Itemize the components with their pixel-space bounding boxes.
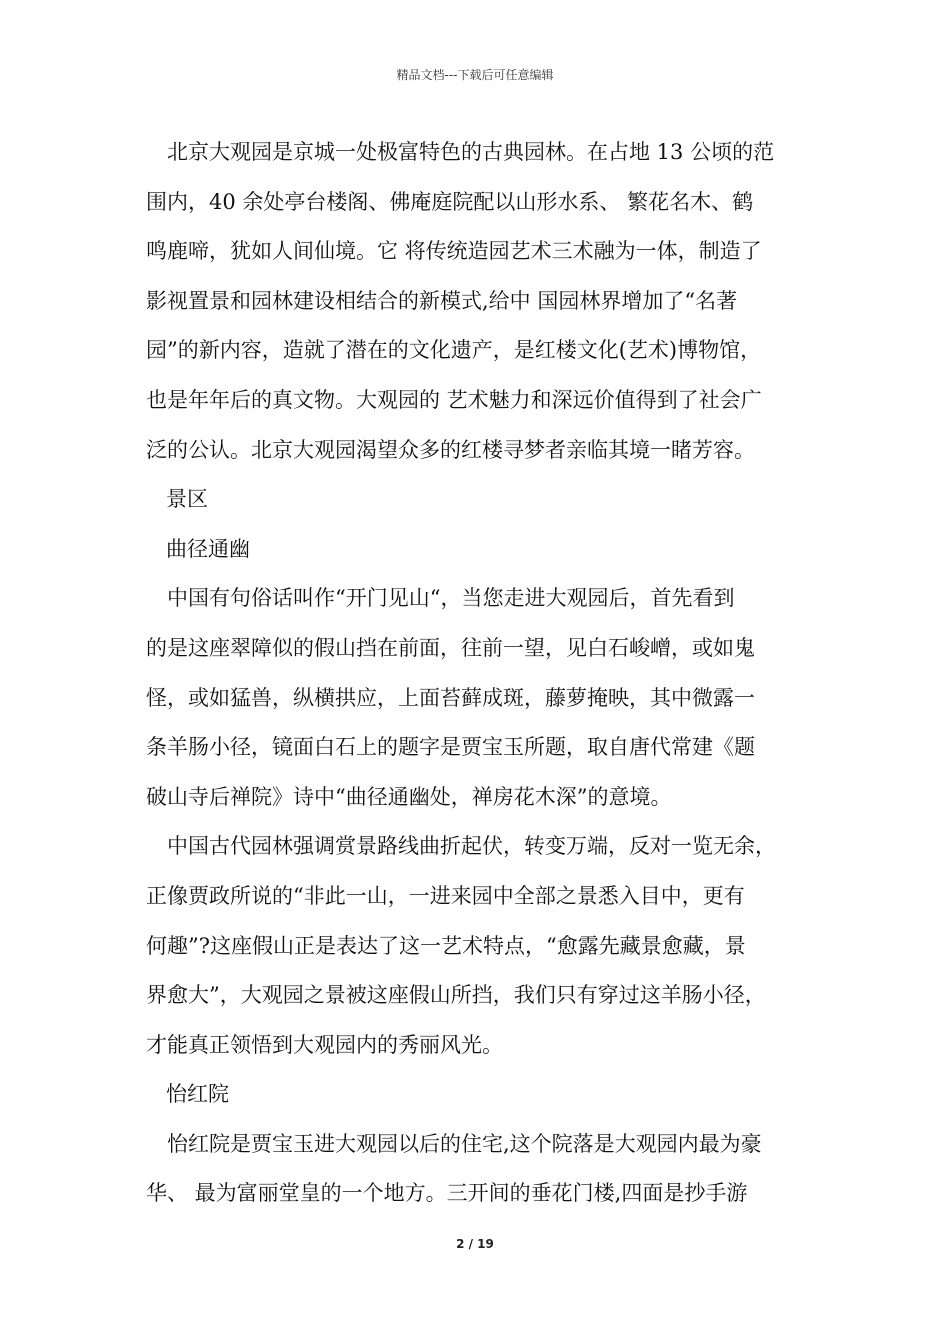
text-line: 华、 最为富丽堂皇的一个地方。三开间的垂花门楼,四面是抄手游 bbox=[146, 1181, 748, 1206]
text-line: 怡红院是贾宝玉进大观园以后的住宅,这个院落是大观园内最为豪 bbox=[167, 1131, 762, 1156]
section-heading-yihong: 怡红院 bbox=[166, 1082, 229, 1107]
section-heading-scenic: 景区 bbox=[166, 487, 208, 512]
text-line: 北京大观园是京城一处极富特色的古典园林。在占地 13 公顷的范 bbox=[167, 140, 775, 164]
page-number: 2 / 19 bbox=[456, 1237, 494, 1251]
quzhu-paragraph-2 bbox=[146, 822, 818, 1070]
quzhu-paragraph-1 bbox=[146, 574, 818, 822]
text-line: 正像贾政所说的“非此一山，一进来园中全部之景悉入目中，更有 bbox=[146, 883, 745, 908]
yihong-paragraph-1 bbox=[146, 1120, 818, 1219]
text-line: 围内，40 余处亭台楼阁、佛庵庭院配以山形水系、 繁花名木、鹤 bbox=[146, 189, 754, 214]
text-line: 鸣鹿啼，犹如人间仙境。它 将传统造园艺术三术融为一体，制造了 bbox=[146, 239, 762, 264]
text-line: 园”的新内容，造就了潜在的文化遗产，是红楼文化(艺术)博物馆， bbox=[146, 338, 762, 363]
text-line: 条羊肠小径，镜面白石上的题字是贾宝玉所题，取自唐代常建《题 bbox=[146, 735, 755, 760]
text-line: 怪，或如猛兽，纵横拱应，上面苔藓成斑，藤萝掩映，其中微露一 bbox=[146, 685, 755, 710]
text-line: 界愈大”，大观园之景被这座假山所挡，我们只有穿过这羊肠小径， bbox=[146, 983, 766, 1008]
text-line: 泛的公认。北京大观园渴望众多的红楼寻梦者亲临其境一睹芳容。 bbox=[146, 437, 755, 462]
text-line: 何趣”?这座假山正是表达了这一艺术特点，“愈露先藏景愈藏，景 bbox=[146, 933, 746, 958]
text-line: 的是这座翠障似的假山挡在前面，往前一望，见白石峻嶒，或如鬼 bbox=[146, 635, 755, 660]
text-line: 中国古代园林强调赏景路线曲折起伏，转变万端，反对一览无余， bbox=[167, 834, 776, 859]
text-line: 中国有句俗话叫作“开门见山“，当您走进大观园后，首先看到 bbox=[167, 586, 735, 611]
page-header: 精品文档---下载后可任意编辑 bbox=[396, 68, 554, 82]
text-line: 也是年年后的真文物。大观园的 艺术魅力和深远价值得到了社会广 bbox=[146, 387, 762, 412]
text-line: 破山寺后禅院》诗中“曲径通幽处，禅房花木深”的意境。 bbox=[146, 784, 672, 809]
section-heading-quzhu: 曲径通幽 bbox=[166, 536, 250, 561]
text-line: 影视置景和园林建设相结合的新模式,给中 国园林界增加了“名著 bbox=[146, 288, 738, 313]
text-line: 才能真正领悟到大观园内的秀丽风光。 bbox=[146, 1032, 503, 1057]
intro-paragraph bbox=[146, 128, 818, 475]
document-body bbox=[146, 128, 818, 1219]
